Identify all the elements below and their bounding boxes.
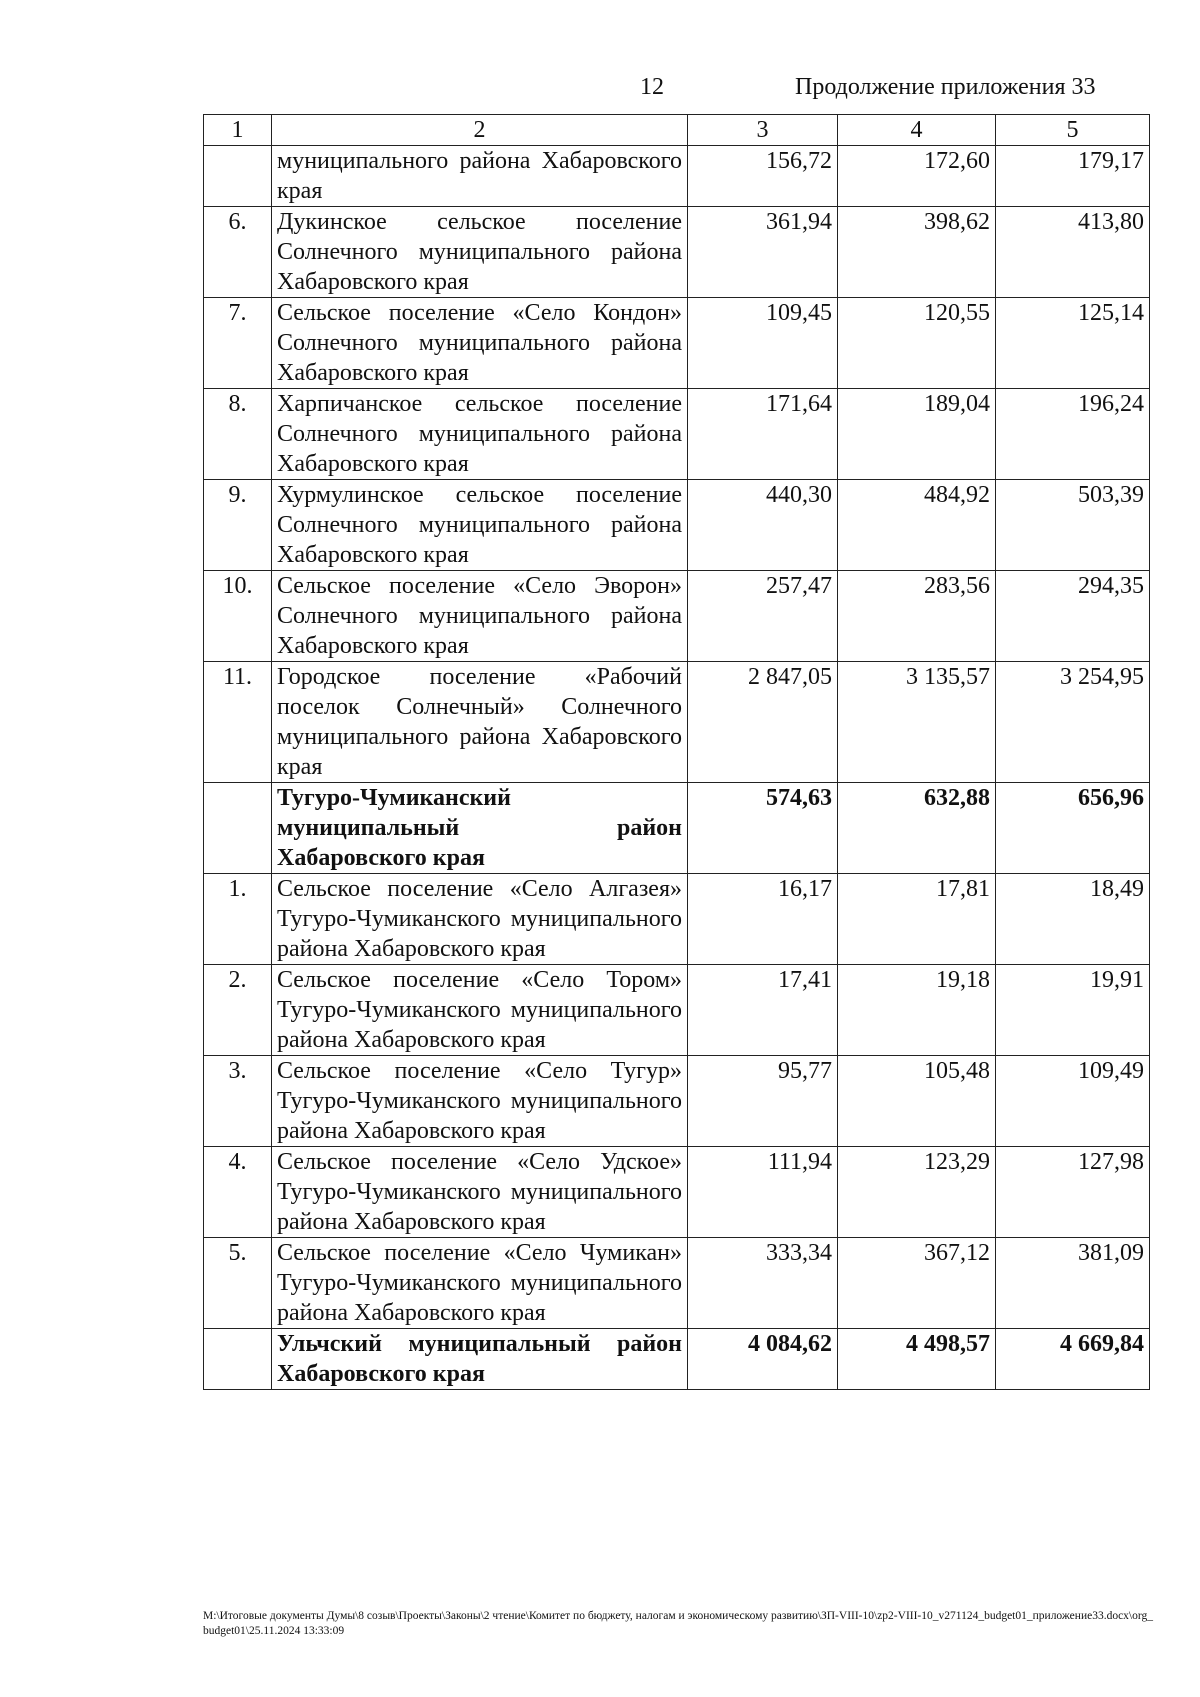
- row-number: 5.: [204, 1238, 272, 1329]
- column-header: 3: [688, 115, 838, 146]
- value-col-3: 361,94: [688, 207, 838, 298]
- value-col-4: 19,18: [838, 965, 996, 1056]
- value-col-5: 125,14: [996, 298, 1150, 389]
- value-col-4: 172,60: [838, 146, 996, 207]
- continuation-heading: Продолжение приложения 33: [795, 74, 1096, 100]
- row-number: 7.: [204, 298, 272, 389]
- row-number: 10.: [204, 571, 272, 662]
- column-header: 4: [838, 115, 996, 146]
- value-col-4: 398,62: [838, 207, 996, 298]
- value-col-5: 381,09: [996, 1238, 1150, 1329]
- table-row: [204, 1238, 1150, 1329]
- table-row: [204, 571, 1150, 662]
- value-col-5: 656,96: [996, 783, 1150, 874]
- value-col-4: 105,48: [838, 1056, 996, 1147]
- value-col-3: 156,72: [688, 146, 838, 207]
- value-col-5: 503,39: [996, 480, 1150, 571]
- table-row: [204, 389, 1150, 480]
- value-col-4: 123,29: [838, 1147, 996, 1238]
- value-col-5: 3 254,95: [996, 662, 1150, 783]
- table-row: [204, 146, 1150, 207]
- table-header-row: [204, 115, 1150, 146]
- row-number: 2.: [204, 965, 272, 1056]
- value-col-5: 109,49: [996, 1056, 1150, 1147]
- value-col-3: 440,30: [688, 480, 838, 571]
- table-row: [204, 207, 1150, 298]
- value-col-3: 17,41: [688, 965, 838, 1056]
- value-col-5: 179,17: [996, 146, 1150, 207]
- table-row: [204, 965, 1150, 1056]
- value-col-4: 632,88: [838, 783, 996, 874]
- row-name: Сельское поселение «Село Тугур» Тугуро-Чумиканского муниципального района Хабаровского края: [272, 1056, 688, 1147]
- table-row: [204, 1147, 1150, 1238]
- value-col-3: 257,47: [688, 571, 838, 662]
- value-col-3: 95,77: [688, 1056, 838, 1147]
- value-col-3: 16,17: [688, 874, 838, 965]
- value-col-3: 111,94: [688, 1147, 838, 1238]
- row-number: [204, 1329, 272, 1390]
- row-number: 3.: [204, 1056, 272, 1147]
- value-col-3: 333,34: [688, 1238, 838, 1329]
- value-col-3: 4 084,62: [688, 1329, 838, 1390]
- row-name: Городское поселение «Рабочий поселок Солнечный» Солнечного муниципального района Хабаровского края: [272, 662, 688, 783]
- value-col-3: 574,63: [688, 783, 838, 874]
- row-number: [204, 783, 272, 874]
- column-header: 5: [996, 115, 1150, 146]
- row-name: Харпичанское сельское поселение Солнечного муниципального района Хабаровского края: [272, 389, 688, 480]
- table-row: [204, 298, 1150, 389]
- value-col-5: 19,91: [996, 965, 1150, 1056]
- value-col-4: 484,92: [838, 480, 996, 571]
- value-col-5: 413,80: [996, 207, 1150, 298]
- row-name: Ульчский муниципальный район Хабаровского края: [272, 1329, 688, 1390]
- column-header: 1: [204, 115, 272, 146]
- table-total-row: [204, 783, 1150, 874]
- value-col-4: 189,04: [838, 389, 996, 480]
- table-row: [204, 480, 1150, 571]
- value-col-4: 4 498,57: [838, 1329, 996, 1390]
- value-col-4: 17,81: [838, 874, 996, 965]
- row-number: 6.: [204, 207, 272, 298]
- row-name: Сельское поселение «Село Кондон» Солнечного муниципального района Хабаровского края: [272, 298, 688, 389]
- row-name: Хурмулинское сельское поселение Солнечного муниципального района Хабаровского края: [272, 480, 688, 571]
- row-number: 9.: [204, 480, 272, 571]
- column-header: 2: [272, 115, 688, 146]
- value-col-3: 171,64: [688, 389, 838, 480]
- row-number: 4.: [204, 1147, 272, 1238]
- value-col-4: 120,55: [838, 298, 996, 389]
- value-col-5: 127,98: [996, 1147, 1150, 1238]
- row-number: 11.: [204, 662, 272, 783]
- value-col-5: 18,49: [996, 874, 1150, 965]
- row-name: Тугуро-Чумиканский муниципальный район Хабаровского края: [272, 783, 688, 874]
- table-row: [204, 662, 1150, 783]
- value-col-5: 294,35: [996, 571, 1150, 662]
- value-col-4: 3 135,57: [838, 662, 996, 783]
- row-number: 1.: [204, 874, 272, 965]
- value-col-3: 2 847,05: [688, 662, 838, 783]
- row-name: Сельское поселение «Село Алгазея» Тугуро-Чумиканского муниципального района Хабаровского края: [272, 874, 688, 965]
- row-name: Сельское поселение «Село Эворон» Солнечного муниципального района Хабаровского края: [272, 571, 688, 662]
- budget-table: [203, 114, 1150, 1390]
- value-col-5: 4 669,84: [996, 1329, 1150, 1390]
- file-path-footer: M:\Итоговые документы Думы\8 созыв\Проекты\Законы\2 чтение\Комитет по бюджету, налогам и экономическому развитию\ЗП-VIII-10\zp2-VIII-10_v271124_budget01_приложение33.docx\org_budget01\25.11.2024 13:33:09: [203, 1610, 1153, 1637]
- row-name: муниципального района Хабаровского края: [272, 146, 688, 207]
- table-total-row: [204, 1329, 1150, 1390]
- row-name: Сельское поселение «Село Чумикан» Тугуро-Чумиканского муниципального района Хабаровского края: [272, 1238, 688, 1329]
- row-name: Дукинское сельское поселение Солнечного муниципального района Хабаровского края: [272, 207, 688, 298]
- table-row: [204, 1056, 1150, 1147]
- row-number: 8.: [204, 389, 272, 480]
- row-name: Сельское поселение «Село Тором» Тугуро-Чумиканского муниципального района Хабаровского края: [272, 965, 688, 1056]
- row-name: Сельское поселение «Село Удское» Тугуро-Чумиканского муниципального района Хабаровского края: [272, 1147, 688, 1238]
- row-number: [204, 146, 272, 207]
- value-col-4: 367,12: [838, 1238, 996, 1329]
- value-col-5: 196,24: [996, 389, 1150, 480]
- table-row: [204, 874, 1150, 965]
- value-col-4: 283,56: [838, 571, 996, 662]
- page-number: 12: [640, 74, 664, 100]
- value-col-3: 109,45: [688, 298, 838, 389]
